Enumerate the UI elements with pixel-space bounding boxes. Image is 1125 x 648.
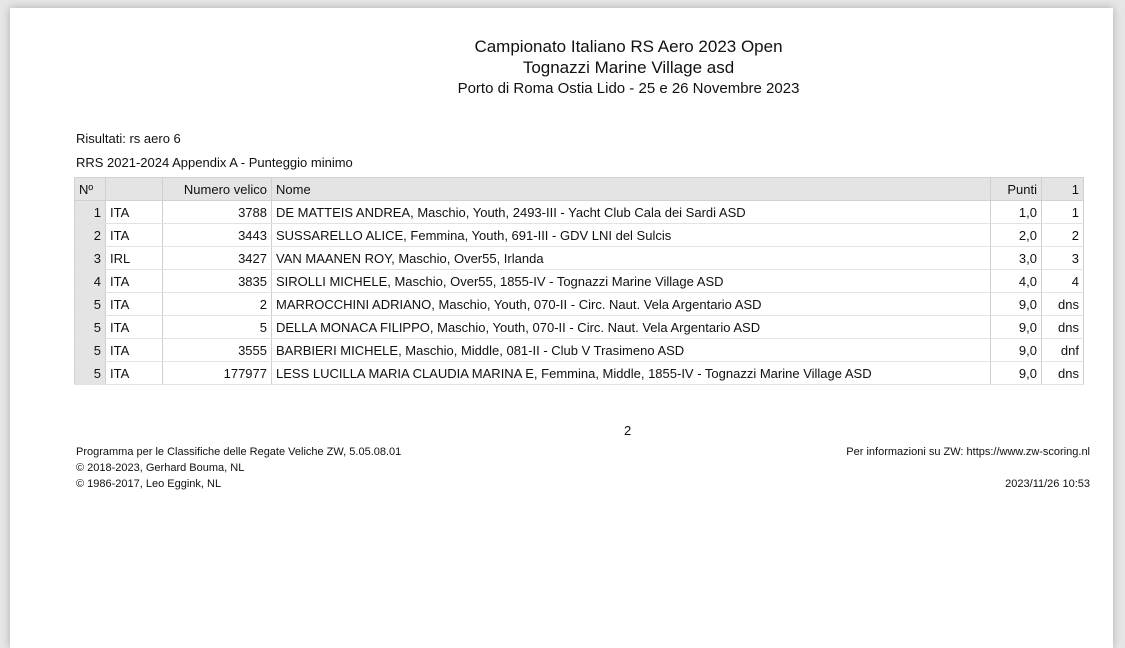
copyright-eggink: © 1986-2017, Leo Eggink, NL (76, 478, 222, 490)
document-page (10, 8, 1113, 648)
cell-nat: ITA (106, 224, 163, 247)
cell-sail-number: 3443 (163, 224, 272, 247)
table-row (75, 316, 1084, 339)
cell-name: LESS LUCILLA MARIA CLAUDIA MARINA E, Femmina, Middle, 1855-IV - Tognazzi Marine Village ASD (272, 362, 991, 385)
cell-name: SIROLLI MICHELE, Maschio, Over55, 1855-IV - Tognazzi Marine Village ASD (272, 270, 991, 293)
cell-name: BARBIERI MICHELE, Maschio, Middle, 081-II - Club V Trasimeno ASD (272, 339, 991, 362)
cell-name: VAN MAANEN ROY, Maschio, Over55, Irlanda (272, 247, 991, 270)
footer-left (76, 444, 401, 492)
cell-name: DE MATTEIS ANDREA, Maschio, Youth, 2493-III - Yacht Club Cala dei Sardi ASD (272, 201, 991, 224)
results-table (74, 177, 1084, 385)
cell-nat: ITA (106, 270, 163, 293)
cell-nat: ITA (106, 293, 163, 316)
table-header-row (75, 178, 1084, 201)
cell-rank: 5 (75, 316, 106, 339)
event-title: Campionato Italiano RS Aero 2023 Open (474, 37, 783, 56)
results-label: Risultati: rs aero 6 (76, 131, 181, 146)
cell-nat: ITA (106, 201, 163, 224)
cell-sail-number: 2 (163, 293, 272, 316)
cell-sail-number: 177977 (163, 362, 272, 385)
col-points: Punti (991, 178, 1042, 201)
cell-race-1: 4 (1042, 270, 1084, 293)
table-row (75, 270, 1084, 293)
rules-label: RRS 2021-2024 Appendix A - Punteggio minimo (76, 155, 353, 170)
cell-race-1: dns (1042, 293, 1084, 316)
cell-rank: 1 (75, 201, 106, 224)
cell-sail-number: 3555 (163, 339, 272, 362)
zw-info-link: Per informazioni su ZW: https://www.zw-scoring.nl (846, 446, 1090, 458)
cell-race-1: 3 (1042, 247, 1084, 270)
cell-nat: IRL (106, 247, 163, 270)
cell-points: 3,0 (991, 247, 1042, 270)
table-row (75, 201, 1084, 224)
event-venue-dates: Porto di Roma Ostia Lido - 25 e 26 Novembre 2023 (457, 80, 800, 97)
cell-points: 1,0 (991, 201, 1042, 224)
cell-sail-number: 3788 (163, 201, 272, 224)
cell-name: MARROCCHINI ADRIANO, Maschio, Youth, 070-II - Circ. Naut. Vela Argentario ASD (272, 293, 991, 316)
cell-nat: ITA (106, 316, 163, 339)
cell-rank: 5 (75, 362, 106, 385)
cell-name: SUSSARELLO ALICE, Femmina, Youth, 691-III - GDV LNI del Sulcis (272, 224, 991, 247)
col-sail-number: Numero velico (163, 178, 272, 201)
cell-race-1: 2 (1042, 224, 1084, 247)
col-name: Nome (272, 178, 991, 201)
table-row (75, 362, 1084, 385)
cell-nat: ITA (106, 339, 163, 362)
cell-sail-number: 3427 (163, 247, 272, 270)
col-rank: Nº (75, 178, 106, 201)
table-row (75, 339, 1084, 362)
table-row (75, 293, 1084, 316)
cell-sail-number: 3835 (163, 270, 272, 293)
cell-name: DELLA MONACA FILIPPO, Maschio, Youth, 070-II - Circ. Naut. Vela Argentario ASD (272, 316, 991, 339)
cell-points: 2,0 (991, 224, 1042, 247)
table-row (75, 247, 1084, 270)
program-info: Programma per le Classifiche delle Regate Veliche ZW, 5.05.08.01 (76, 446, 402, 458)
cell-rank: 5 (75, 293, 106, 316)
col-nat (106, 178, 163, 201)
cell-nat: ITA (106, 362, 163, 385)
cell-race-1: dnf (1042, 339, 1084, 362)
cell-sail-number: 5 (163, 316, 272, 339)
cell-race-1: 1 (1042, 201, 1084, 224)
organizing-club: Tognazzi Marine Village asd (522, 58, 735, 77)
footer-right (846, 444, 1090, 492)
cell-rank: 2 (75, 224, 106, 247)
col-race-1: 1 (1042, 178, 1084, 201)
table-row (75, 224, 1084, 247)
cell-points: 4,0 (991, 270, 1042, 293)
cell-points: 9,0 (991, 316, 1042, 339)
cell-points: 9,0 (991, 339, 1042, 362)
cell-race-1: dns (1042, 362, 1084, 385)
cell-rank: 5 (75, 339, 106, 362)
page-number: 2 (624, 423, 632, 438)
cell-rank: 3 (75, 247, 106, 270)
timestamp: 2023/11/26 10:53 (1005, 478, 1090, 490)
copyright-bouma: © 2018-2023, Gerhard Bouma, NL (76, 462, 245, 474)
cell-race-1: dns (1042, 316, 1084, 339)
cell-points: 9,0 (991, 362, 1042, 385)
cell-points: 9,0 (991, 293, 1042, 316)
cell-rank: 4 (75, 270, 106, 293)
